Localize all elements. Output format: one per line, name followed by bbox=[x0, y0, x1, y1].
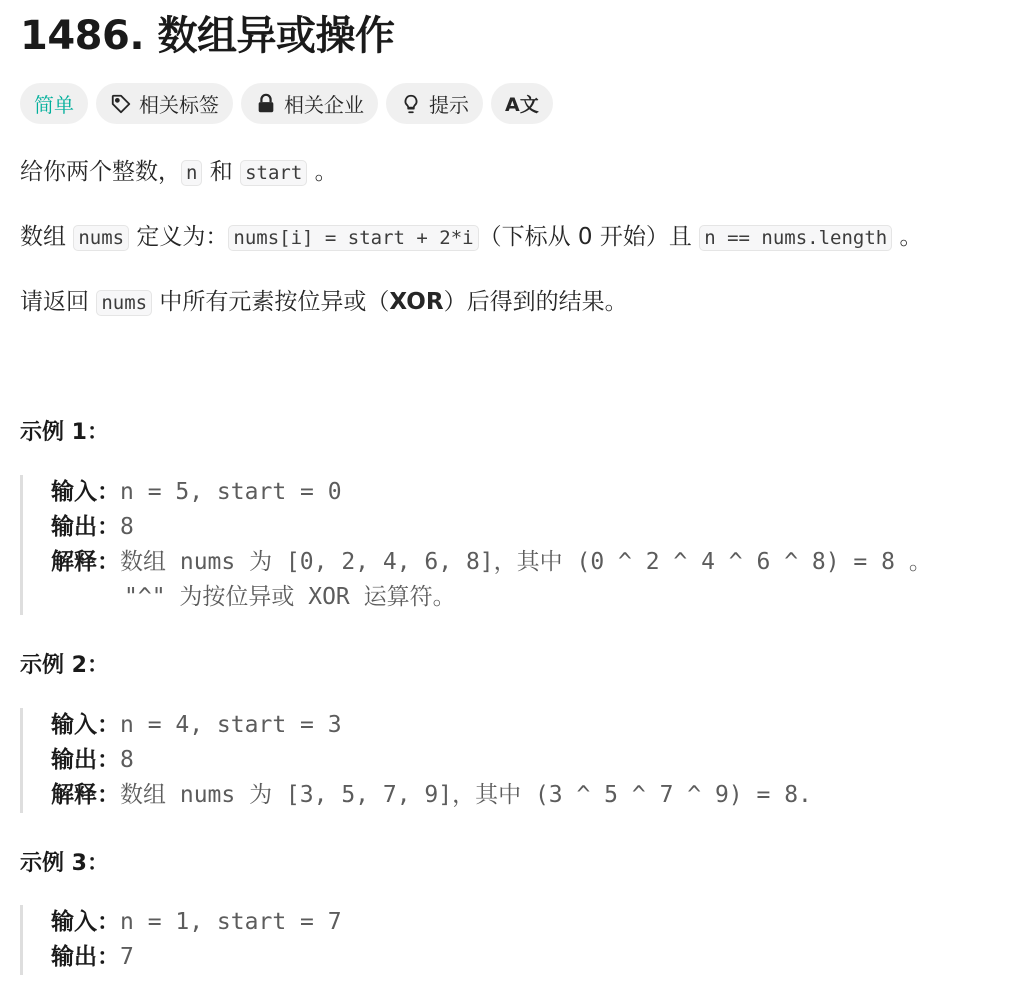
hint-button[interactable] bbox=[386, 83, 483, 124]
lock-icon bbox=[255, 93, 277, 115]
example-2-block bbox=[20, 708, 812, 813]
example-1-output: 输出：8 bbox=[51, 514, 134, 540]
example-1-block bbox=[20, 475, 932, 615]
example-3-input: 输入：n = 1, start = 7 bbox=[51, 909, 342, 935]
code-n: n bbox=[181, 160, 202, 186]
hint-label: 提示 bbox=[429, 93, 469, 117]
description-paragraph-2: 数组 nums 定义为： nums[i] = start + 2*i （下标从 0 开始）且 n == nums.length 。 bbox=[20, 224, 923, 250]
example-2-output: 输出：8 bbox=[51, 747, 134, 773]
translate-icon: A文 bbox=[505, 94, 539, 116]
example-1-explanation: 解释：数组 nums 为 [0, 2, 4, 6, 8]，其中 (0 ^ 2 ^ 4 ^ 6 ^ 8) = 8 。 bbox=[51, 549, 932, 575]
code-start: start bbox=[240, 160, 307, 186]
example-2-input: 输入：n = 4, start = 3 bbox=[51, 712, 342, 738]
example-3-heading: 示例 3： bbox=[20, 851, 109, 876]
difficulty-label: 简单 bbox=[34, 93, 74, 117]
description-paragraph-3: 请返回 nums 中所有元素按位异或（XOR）后得到的结果。 bbox=[20, 289, 628, 315]
difficulty-badge[interactable] bbox=[20, 83, 88, 124]
description-paragraph-1: 给你两个整数， n 和 start 。 bbox=[20, 159, 338, 185]
example-3-output: 输出：7 bbox=[51, 944, 134, 970]
example-1-explanation-cont: "^" 为按位异或 XOR 运算符。 bbox=[124, 584, 456, 610]
page-title: 1486. 数组异或操作 bbox=[20, 13, 395, 59]
example-1-input: 输入：n = 5, start = 0 bbox=[51, 479, 342, 505]
topics-label: 相关标签 bbox=[139, 93, 219, 117]
translate-button[interactable] bbox=[491, 83, 553, 124]
code-formula: nums[i] = start + 2*i bbox=[228, 225, 478, 251]
companies-button[interactable] bbox=[241, 83, 378, 124]
example-2-heading: 示例 2： bbox=[20, 653, 109, 678]
example-1-heading: 示例 1： bbox=[20, 420, 109, 445]
code-nums-2: nums bbox=[96, 290, 152, 316]
code-nums: nums bbox=[73, 225, 129, 251]
example-2-explanation: 解释：数组 nums 为 [3, 5, 7, 9]，其中 (3 ^ 5 ^ 7 ^ 9) = 8. bbox=[51, 782, 812, 808]
tag-icon bbox=[110, 93, 132, 115]
companies-label: 相关企业 bbox=[284, 93, 364, 117]
code-length: n == nums.length bbox=[699, 225, 892, 251]
lightbulb-icon bbox=[400, 93, 422, 115]
example-3-block bbox=[20, 905, 342, 975]
topics-button[interactable] bbox=[96, 83, 233, 124]
tag-bar bbox=[20, 83, 553, 124]
